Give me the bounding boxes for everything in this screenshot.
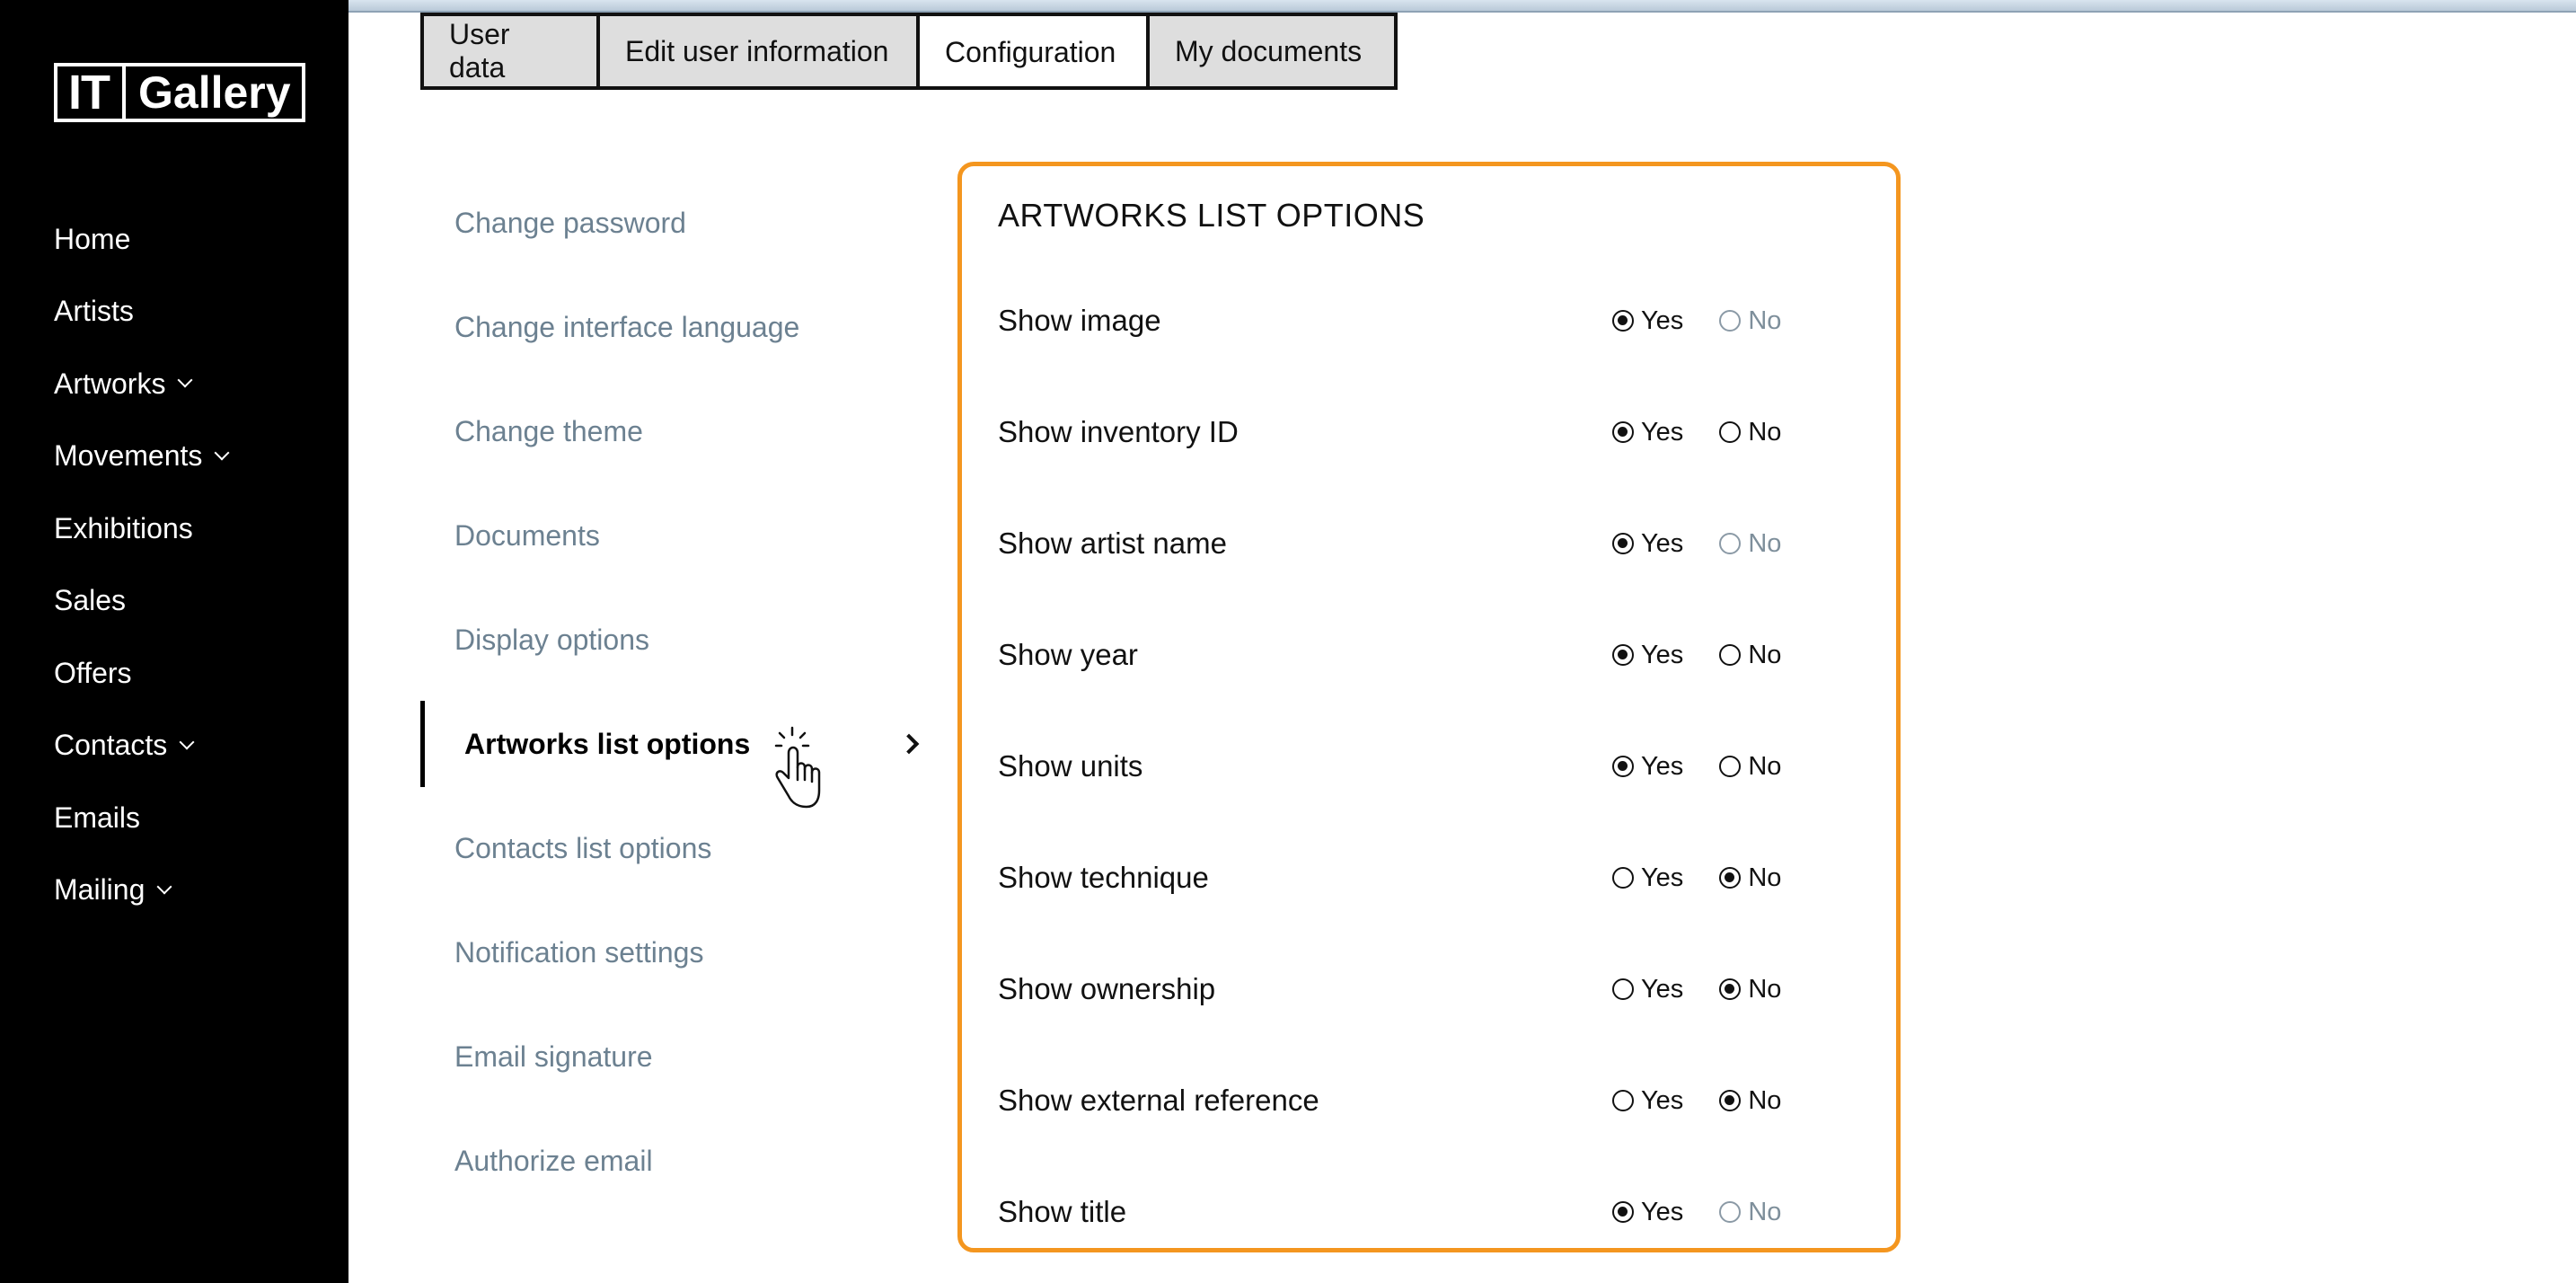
radio-label: Yes bbox=[1641, 863, 1684, 892]
radio-no-show-artist-name bbox=[1719, 529, 1781, 559]
radio-circle bbox=[1719, 1201, 1741, 1223]
subnav-item-change-theme[interactable] bbox=[420, 379, 923, 483]
radio-circle bbox=[1612, 644, 1634, 666]
radio-label: Yes bbox=[1641, 528, 1684, 558]
chevron-down-icon bbox=[178, 373, 193, 388]
sidebar-item-label: Artists bbox=[54, 295, 134, 328]
subnav-item-documents[interactable] bbox=[420, 483, 923, 588]
sidebar-item-label: Movements bbox=[54, 439, 203, 473]
radio-label: No bbox=[1748, 974, 1782, 1004]
subnav-item-notification-settings[interactable] bbox=[420, 900, 923, 1004]
radio-group-show-external-reference bbox=[1612, 1074, 1781, 1128]
sidebar-item-label: Contacts bbox=[54, 729, 168, 762]
option-row-show-external-reference bbox=[998, 1074, 1860, 1128]
tab-user-data[interactable]: User data bbox=[424, 16, 600, 86]
radio-yes-show-units[interactable] bbox=[1612, 752, 1683, 782]
radio-circle bbox=[1719, 533, 1741, 554]
option-row-show-artist-name bbox=[998, 517, 1860, 571]
sidebar-item-emails[interactable] bbox=[54, 782, 323, 854]
option-row-show-technique bbox=[998, 851, 1860, 905]
option-label: Show external reference bbox=[998, 1084, 1319, 1117]
radio-circle bbox=[1719, 644, 1741, 666]
subnav-item-label: Artworks list options bbox=[464, 727, 751, 760]
panel-title: ARTWORKS LIST OPTIONS bbox=[998, 197, 1425, 234]
subnav-item-label: Notification settings bbox=[454, 935, 704, 969]
radio-circle bbox=[1719, 421, 1741, 443]
radio-label: No bbox=[1748, 417, 1782, 447]
option-label: Show inventory ID bbox=[998, 415, 1239, 448]
logo[interactable] bbox=[54, 63, 305, 122]
radio-yes-show-technique[interactable] bbox=[1612, 863, 1683, 893]
hand-pointer-click-icon bbox=[769, 726, 823, 812]
radio-circle bbox=[1612, 978, 1634, 1000]
subnav-item-change-password[interactable] bbox=[420, 171, 923, 275]
radio-no-show-inventory-id[interactable] bbox=[1719, 418, 1781, 447]
chevron-down-icon bbox=[157, 879, 172, 894]
option-label: Show artist name bbox=[998, 526, 1227, 560]
option-label: Show technique bbox=[998, 861, 1209, 894]
radio-yes-show-title[interactable] bbox=[1612, 1198, 1683, 1227]
radio-label: Yes bbox=[1641, 1197, 1684, 1226]
tab-edit-user-information[interactable]: Edit user information bbox=[600, 16, 920, 86]
radio-group-show-title bbox=[1612, 1185, 1781, 1239]
option-label: Show image bbox=[998, 304, 1161, 337]
subnav-item-authorize-email[interactable] bbox=[420, 1109, 923, 1213]
subnav-item-label: Email signature bbox=[454, 1040, 653, 1073]
radio-circle bbox=[1719, 1090, 1741, 1111]
option-row-show-year bbox=[998, 628, 1860, 682]
radio-label: Yes bbox=[1641, 417, 1684, 447]
chevron-down-icon bbox=[180, 734, 195, 749]
sidebar bbox=[0, 0, 348, 1283]
radio-no-show-image bbox=[1719, 306, 1781, 336]
sidebar-item-exhibitions[interactable] bbox=[54, 492, 323, 565]
radio-yes-show-image[interactable] bbox=[1612, 306, 1683, 336]
radio-group-show-ownership bbox=[1612, 962, 1781, 1016]
radio-label: Yes bbox=[1641, 751, 1684, 781]
option-row-show-inventory-id bbox=[998, 405, 1860, 459]
radio-yes-show-external-reference[interactable] bbox=[1612, 1086, 1683, 1116]
radio-circle bbox=[1719, 756, 1741, 777]
radio-group-show-inventory-id bbox=[1612, 405, 1781, 459]
radio-label: Yes bbox=[1641, 305, 1684, 335]
sidebar-item-label: Emails bbox=[54, 801, 141, 834]
sidebar-item-label: Offers bbox=[54, 656, 132, 689]
radio-circle bbox=[1612, 310, 1634, 332]
sidebar-item-contacts[interactable] bbox=[54, 710, 323, 783]
radio-label: No bbox=[1748, 1197, 1782, 1226]
logo-divider bbox=[122, 65, 126, 120]
logo-it-text: IT bbox=[68, 66, 110, 119]
radio-no-show-title bbox=[1719, 1198, 1781, 1227]
radio-circle bbox=[1719, 310, 1741, 332]
sidebar-item-label: Home bbox=[54, 222, 131, 255]
sidebar-item-label: Exhibitions bbox=[54, 511, 193, 544]
option-label: Show ownership bbox=[998, 972, 1216, 1005]
radio-group-show-artist-name bbox=[1612, 517, 1781, 571]
subnav-item-artworks-list-options[interactable] bbox=[420, 701, 923, 787]
radio-group-show-technique bbox=[1612, 851, 1781, 905]
radio-label: No bbox=[1748, 528, 1782, 558]
subnav-item-display-options[interactable] bbox=[420, 588, 923, 692]
radio-label: Yes bbox=[1641, 974, 1684, 1004]
radio-circle bbox=[1612, 1201, 1634, 1223]
sidebar-item-offers[interactable] bbox=[54, 637, 323, 710]
radio-no-show-technique[interactable] bbox=[1719, 863, 1781, 893]
option-row-show-ownership bbox=[998, 962, 1860, 1016]
subnav-item-label: Display options bbox=[454, 623, 649, 656]
subnav-item-label: Change theme bbox=[454, 414, 643, 447]
sidebar-item-home[interactable] bbox=[54, 203, 323, 276]
option-label: Show units bbox=[998, 749, 1143, 783]
browser-top-strip bbox=[0, 0, 2576, 13]
radio-no-show-external-reference[interactable] bbox=[1719, 1086, 1781, 1116]
radio-yes-show-artist-name[interactable] bbox=[1612, 529, 1683, 559]
sidebar-item-movements[interactable] bbox=[54, 420, 323, 493]
radio-circle bbox=[1612, 867, 1634, 889]
radio-no-show-ownership[interactable] bbox=[1719, 975, 1781, 1004]
chevron-right-icon bbox=[899, 734, 920, 755]
option-row-show-title bbox=[998, 1185, 1860, 1239]
radio-yes-show-inventory-id[interactable] bbox=[1612, 418, 1683, 447]
chevron-down-icon bbox=[215, 445, 230, 460]
sidebar-item-label: Artworks bbox=[54, 367, 166, 400]
sidebar-item-artists[interactable] bbox=[54, 276, 323, 349]
logo-gallery-text: Gallery bbox=[138, 67, 291, 118]
radio-label: No bbox=[1748, 305, 1782, 335]
option-row-show-image bbox=[998, 294, 1860, 348]
sidebar-item-mailing[interactable] bbox=[54, 854, 323, 927]
subnav-item-email-signature[interactable] bbox=[420, 1004, 923, 1109]
radio-label: No bbox=[1748, 640, 1782, 669]
radio-group-show-year bbox=[1612, 628, 1781, 682]
sidebar-item-sales[interactable] bbox=[54, 565, 323, 638]
radio-yes-show-year[interactable] bbox=[1612, 641, 1683, 670]
radio-circle bbox=[1612, 421, 1634, 443]
radio-group-show-image bbox=[1612, 294, 1781, 348]
radio-label: Yes bbox=[1641, 1085, 1684, 1115]
radio-group-show-units bbox=[1612, 739, 1781, 793]
radio-label: Yes bbox=[1641, 640, 1684, 669]
radio-label: No bbox=[1748, 863, 1782, 892]
sidebar-item-artworks[interactable] bbox=[54, 348, 323, 420]
artworks-list-options-panel bbox=[957, 162, 1901, 1252]
radio-no-show-year[interactable] bbox=[1719, 641, 1781, 670]
radio-circle bbox=[1719, 978, 1741, 1000]
radio-label: No bbox=[1748, 1085, 1782, 1115]
option-row-show-units bbox=[998, 739, 1860, 793]
configuration-subnav bbox=[420, 171, 923, 1213]
tab-configuration[interactable]: Configuration bbox=[920, 16, 1150, 86]
main-nav bbox=[54, 203, 323, 926]
subnav-item-label: Authorize email bbox=[454, 1144, 653, 1177]
subnav-item-label: Contacts list options bbox=[454, 831, 712, 864]
sidebar-item-label: Sales bbox=[54, 584, 127, 617]
subnav-item-label: Change password bbox=[454, 206, 686, 239]
tab-my-documents[interactable]: My documents bbox=[1150, 16, 1394, 86]
option-label: Show year bbox=[998, 638, 1138, 671]
user-tabs bbox=[420, 13, 1398, 90]
radio-circle bbox=[1612, 756, 1634, 777]
subnav-item-change-interface-language[interactable] bbox=[420, 275, 923, 379]
radio-circle bbox=[1719, 867, 1741, 889]
radio-circle bbox=[1612, 1090, 1634, 1111]
radio-yes-show-ownership[interactable] bbox=[1612, 975, 1683, 1004]
subnav-item-label: Documents bbox=[454, 518, 600, 552]
subnav-item-contacts-list-options[interactable] bbox=[420, 796, 923, 900]
radio-no-show-units[interactable] bbox=[1719, 752, 1781, 782]
radio-circle bbox=[1612, 533, 1634, 554]
subnav-item-label: Change interface language bbox=[454, 310, 800, 343]
radio-label: No bbox=[1748, 751, 1782, 781]
option-label: Show title bbox=[998, 1195, 1127, 1228]
sidebar-item-label: Mailing bbox=[54, 873, 146, 907]
